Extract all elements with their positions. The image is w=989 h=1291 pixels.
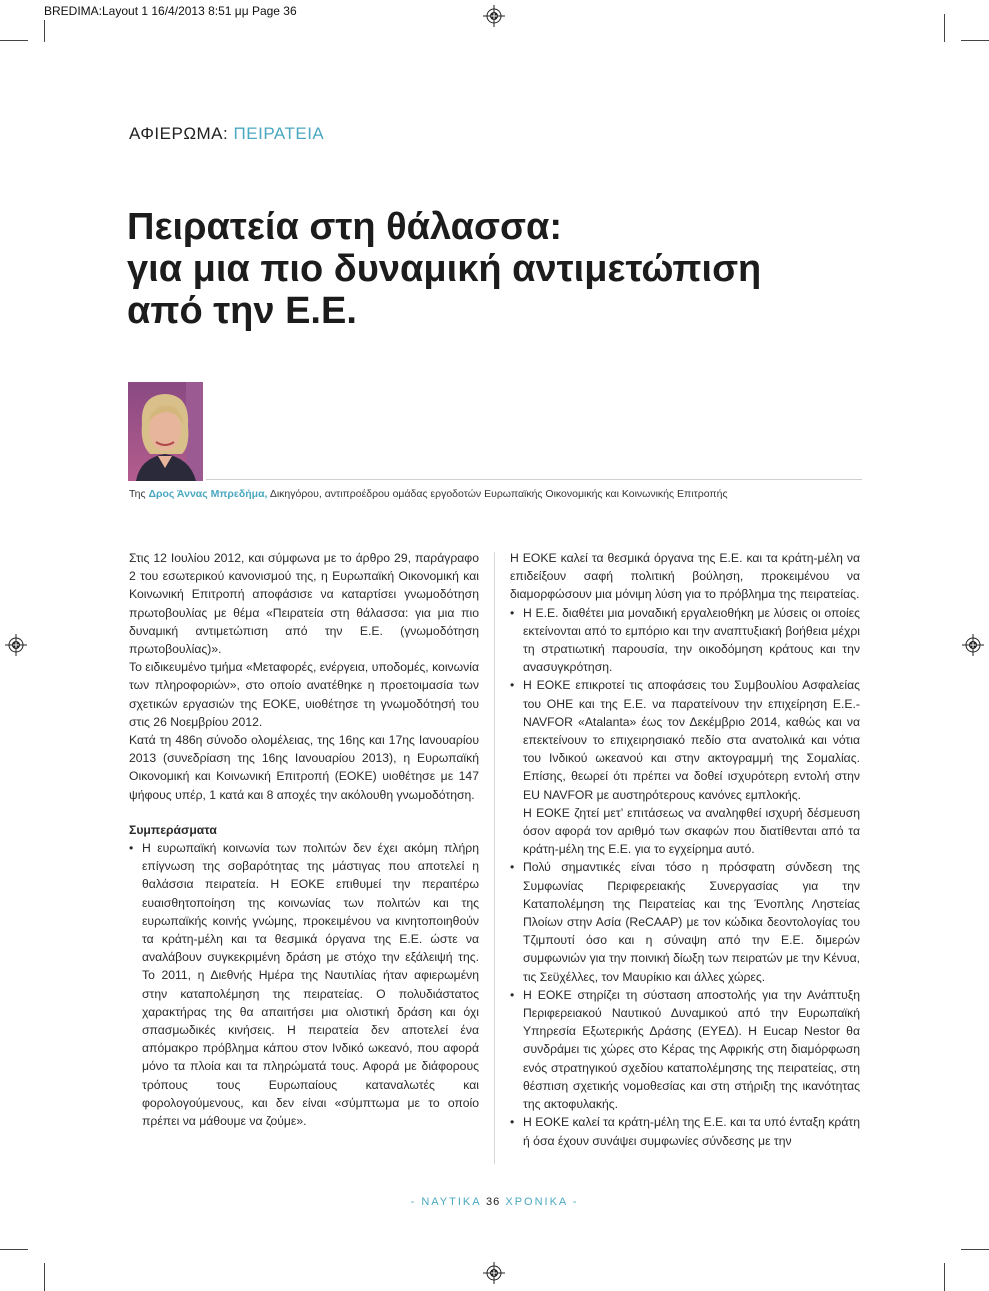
paragraph: Κατά τη 486η σύνοδο ολομέλειας, της 16ης και 17ης Ιανουαρίου 2013 (συνεδρίαση της 16ης Ιανουαρίου 2013), η Ευρωπαϊκή Οικονομική και Κοινωνική Επιτροπή (ΕΟΚΕ) υιοθέτησε με 147 ψήφους υπέρ, 1 κατά και 8 αποχές την ακόλουθη γνωμοδότηση. xyxy=(129,733,479,802)
list-item: • Η Ε.Ε. διαθέτει μια μοναδική εργαλειοθήκη με λύσεις οι οποίες εκτείνονται από το εμπόριο και την αναπτυξιακή βοήθεια μέχρι τη στρατιωτική παρουσία, την οικοδόμηση κράτους και την ανασυγκρότηση. xyxy=(510,604,860,677)
paragraph: Η ΕΟΚΕ καλεί τα θεσμικά όργανα της Ε.Ε. και τα κράτη-μέλη να επιδείξουν σαφή πολιτική βούληση, προκειμένου να διαμορφώσουν μια μόνιμη λύση για το πρόβλημα της πειρατείας. xyxy=(510,551,860,602)
byline-role: Δικηγόρου, αντιπροέδρου ομάδας εργοδοτών Ευρωπαϊκής Οικονομικής και Κοινωνικής Επιτροπής xyxy=(269,488,728,500)
title-line-1: Πειρατεία στη θάλασσα: xyxy=(127,206,563,248)
list-item: • Η ΕΟΚΕ επικροτεί τις αποφάσεις του Συμβουλίου Ασφαλείας του ΟΗΕ και της Ε.Ε. να παρατείνουν την επιχείρηση Ε.Ε.-NAVFOR «Atalanta» έως τον Δεκέμβριο 2014, καθώς και να επεκτείνουν το επιχειρησιακό πεδίο στα ανατολικά και νότια του Ινδικού ωκεανού και στην ακτογραμμή της Σομαλίας. Επίσης, θεωρεί ότι πρέπει να δοθεί ισχυρότερη εντολή στην EU NAVFOR με αυστηρότερους κανόνες εμπλοκής. xyxy=(510,676,860,803)
paragraph: Στις 12 Ιουλίου 2012, και σύμφωνα με το άρθρο 29, παράγραφο 2 του εσωτερικού κανονισμού της, η Ευρωπαϊκή Οικονομική και Κοινωνική Επιτροπή αποφάσισε να καταρτίσει γνωμοδότηση πρωτοβουλίας με θέμα «Πειρατεία στη θάλασσα: για μια πιο δυναμική αντιμετώπιση από την Ε.Ε. (γνωμοδότηση πρωτοβουλίας)». xyxy=(129,551,479,657)
list-item: • Πολύ σημαντικές είναι τόσο η πρόσφατη σύνδεση της Συμφωνίας Περιφερειακής Συνεργασίας για την Καταπολέμηση της Πειρατείας και της Ένοπλης Ληστείας Πλοίων στην Ασία (ReCAAP) με τον κώδικα δεοντολογίας του Τζιμπουτί όσο και η σύναψη από την Ε.Ε. διμερών συμφωνιών για την ποινική δίωξη των πειρατών με την Κένυα, τις Σεϋχέλλες, τον Μαυρίκιο και άλλες χώρες. xyxy=(510,858,860,985)
crop-mark-top-right-v xyxy=(944,14,945,42)
registration-mark-icon xyxy=(962,634,984,656)
list-item: • Η ΕΟΚΕ καλεί τα κράτη-μέλη της Ε.Ε. και τα υπό ένταξη κράτη ή όσα έχουν συνάψει συμφωνίες σύνδεσης με την xyxy=(510,1113,860,1149)
conclusions-list-continued xyxy=(510,604,860,804)
section-label: ΑΦΙΕΡΩΜΑ: xyxy=(129,124,229,143)
crop-mark-top-right-h xyxy=(961,40,989,41)
paragraph: Η ΕΟΚΕ ζητεί μετ’ επιτάσεως να αναληφθεί ισχυρή δέσμευση όσον αφορά τον αριθμό των σκαφών που διατίθενται από τα κράτη-μέλη της Ε.Ε. για το εγχείρημα αυτό. xyxy=(523,805,860,857)
crop-mark-top-left-v xyxy=(44,20,45,42)
title-line-2: για μια πιο δυναμική αντιμετώπιση xyxy=(127,248,762,290)
registration-mark-icon xyxy=(5,634,27,656)
paragraph: Το ειδικευμένο τμήμα «Μεταφορές, ενέργεια, υποδομές, κοινωνία των πληροφοριών», στο οποίο ανατέθηκε η προετοιμασία των σχετικών εργασιών της ΕΟΚΕ, υιοθέτησε τη γνωμοδότησή του στις 26 Νοεμβρίου 2012. xyxy=(129,660,479,729)
conclusions-list-continued xyxy=(510,858,860,1149)
page-number: 36 xyxy=(486,1196,501,1208)
left-column xyxy=(129,549,479,1130)
print-slug: BREDIMA:Layout 1 16/4/2013 8:51 μμ Page 36 xyxy=(44,4,297,18)
section-tag: ΠΕΙΡΑΤΕΙΑ xyxy=(233,124,325,143)
byline-prefix: Της xyxy=(129,488,146,500)
conclusions-heading: Συμπεράσματα xyxy=(129,822,217,837)
byline-divider xyxy=(206,479,862,480)
registration-mark-icon xyxy=(483,5,505,27)
article-title xyxy=(127,206,887,332)
footer-left: - ΝΑΥΤΙΚΑ xyxy=(410,1196,481,1208)
crop-mark-bottom-right-v xyxy=(944,1263,945,1291)
conclusions-list xyxy=(129,839,479,1130)
registration-mark-icon xyxy=(483,1262,505,1284)
author-photo xyxy=(128,382,203,481)
list-item: • Η ΕΟΚΕ στηρίζει τη σύσταση αποστολής για την Ανάπτυξη Περιφερειακού Ναυτικού Δυναμικού από την Ευρωπαϊκή Υπηρεσία Εξωτερικής Δράσης (ΕΥΕΔ). Η Eucap Nestor θα συνδράμει τις χώρες στο Κέρας της Αφρικής στη διαμόρφωση ενός στρατηγικού σχεδίου καταπολέμησης της πειρατείας, στη θέσπιση σχετικής νομοθεσίας και στη στήριξη της ικανότητας της ακτοφυλακής. xyxy=(510,986,860,1113)
crop-mark-bottom-right-h xyxy=(961,1249,989,1250)
crop-mark-bottom-left-h xyxy=(0,1249,28,1250)
title-line-3: από την Ε.Ε. xyxy=(127,290,357,332)
byline xyxy=(129,488,728,500)
byline-author: Δρος Άννας Μπρεδήμα, xyxy=(148,488,268,500)
right-column xyxy=(510,549,860,1150)
footer-right: ΧΡΟΝΙΚΑ - xyxy=(505,1196,579,1208)
crop-mark-bottom-left-v xyxy=(44,1263,45,1291)
list-item: • Η ευρωπαϊκή κοινωνία των πολιτών δεν έχει ακόμη πλήρη επίγνωση της σοβαρότητας της μάστιγας που αποτελεί η θαλάσσια πειρατεία. Η ΕΟΚΕ επιθυμεί την περαιτέρω ευαισθητοποίηση της κοινωνίας των πολιτών και της ευρωπαϊκής κοινής γνώμης, προκειμένου να κινητοποιηθούν τα κράτη-μέλη και τα θεσμικά όργανα της Ε.Ε. ώστε να αναλάβουν συγκεκριμένη δράση με στόχο την εξάλειψή της. Το 2011, η Διεθνής Ημέρα της Ναυτιλίας ήταν αφιερωμένη στην καταπολέμηση της πειρατείας. Ο πολυδιάστατος χαρακτήρας της θα απαιτήσει μια ολιστική δράση και όχι σπασμωδικές κινήσεις. Η πειρατεία δεν αποτελεί ένα απόμακρο πρόβλημα κάπου στον Ινδικό ωκεανό, που αφορά μόνο τα πλοία και τα πληρώματά τους. Αφορά με διάφορους τρόπους τους Ευρωπαίους καταναλωτές και φορολογούμενους, και δεν είναι «σύμπτωμα με το οποίο πρέπει να μάθουμε να ζούμε». xyxy=(129,839,479,1130)
column-divider xyxy=(494,552,495,1164)
page-footer xyxy=(0,1196,989,1208)
crop-mark-top-left-h xyxy=(0,40,28,41)
section-header xyxy=(129,124,324,144)
